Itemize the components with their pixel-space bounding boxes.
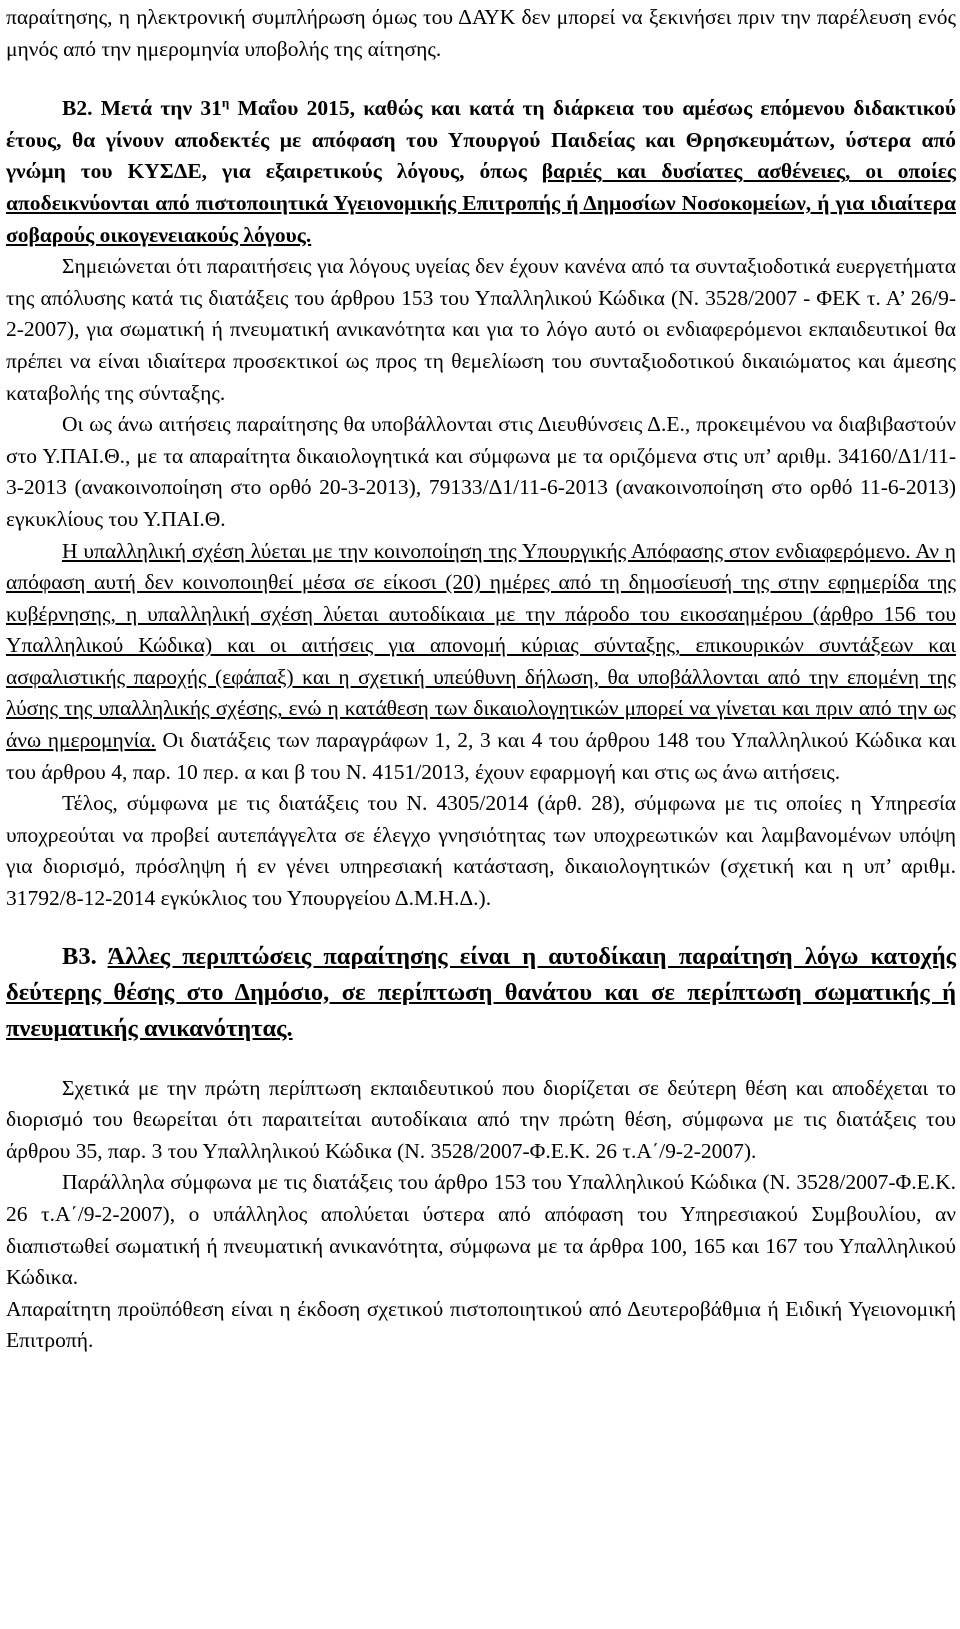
- spacer: [6, 65, 956, 93]
- section-b2-underlined-text: βαριές και δυσίατες ασθένειες, οι οποίες αποδεικνύονται από πιστοποιητικά Υγειονομικής Επιτροπής ή Δημοσίων Νοσοκομείων, ή για ιδιαίτερα σοβαρούς οικογενειακούς λόγους.: [6, 159, 956, 247]
- section-b2-text-a: Μετά την 31: [100, 96, 222, 121]
- spacer: [6, 1047, 956, 1073]
- termination-rest-text: Οι διατάξεις των παραγράφων 1, 2, 3 και 4 του άρθρου 148 του Υπαλληλικού Κώδικα και του άρθρου 4, παρ. 10 περ. α και β του Ν. 4151/2013, έχουν εφαρμογή και στις ως άνω αιτήσεις.: [6, 728, 956, 784]
- paragraph-employment-termination: [6, 536, 956, 789]
- paragraph-health-resignations: Σημειώνεται ότι παραιτήσεις για λόγους υγείας δεν έχουν κανένα από τα συνταξιοδοτικά ευεργετήματα της απόλυσης κατά τις διατάξεις του άρθρου 153 του Υπαλληλικού Κώδικα (Ν. 3528/2007 - ΦΕΚ τ. Α’ 26/9-2-2007), για σωματική ή πνευματική ανικανότητα και για το λόγο αυτό οι ενδιαφερόμενοι εκπαιδευτικοί θα πρέπει να είναι ιδιαίτερα προσεκτικοί ως προς τη θεμελίωση του συνταξιοδοτικού δικαιώματος και άμεσης καταβολής της σύνταξης.: [6, 254, 956, 405]
- paragraph-intro: παραίτησης, η ηλεκτρονική συμπλήρωση όμως του ΔΑΥΚ δεν μπορεί να ξεκινήσει πριν την παρέλευση ενός μηνός από την ημερομηνία υποβολής της αίτησης.: [6, 5, 956, 61]
- section-b3-heading: [6, 939, 956, 1047]
- section-b2-text-b: Μαΐου 2015, καθώς και κατά τη διάρκεια του αμέσως επόμενου διδακτικού έτους, θα γίνουν αποδεκτές με απόφαση του Υπουργού Παιδείας και Θρησκευμάτων, ύστερα από γνώμη του ΚΥΣΔΕ, για εξαιρετικούς λόγους, όπως: [6, 96, 956, 184]
- spacer: [6, 915, 956, 939]
- section-b3-label: Β3.: [62, 942, 97, 970]
- paragraph-second-position: Σχετικά με την πρώτη περίπτωση εκπαιδευτικού που διορίζεται σε δεύτερη θέση και αποδέχεται το διορισμό του θεωρείται ότι παραιτείται αυτοδίκαια από την πρώτη θέση, σύμφωνα με τις διατάξεις του άρθρου 35, παρ. 3 του Υπαλληλικού Κώδικα (Ν. 3528/2007-Φ.Ε.Κ. 26 τ.Α΄/9-2-2007).: [6, 1075, 956, 1163]
- paragraph-authenticity-check: Τέλος, σύμφωνα με τις διατάξεις του Ν. 4305/2014 (άρθ. 28), σύμφωνα με τις οποίες η Υπηρεσία υποχρεούται να προβεί αυτεπάγγελτα σε έλεγχο γνησιότητας των υποχρεωτικών και λαμβανομένων υπόψη για διορισμό, πρόσληψη ή εν γένει υπηρεσιακή κατάσταση, δικαιολογητικών (σχετική και η υπ’ αριθμ. 31792/8-12-2014 εγκύκλιος του Υπουργείου Δ.Μ.Η.Δ.).: [6, 791, 956, 911]
- section-b3-heading-text: Άλλες περιπτώσεις παραίτησης είναι η αυτοδίκαιη παραίτηση λόγω κατοχής δεύτερης θέσης στο Δημόσιο, σε περίπτωση θανάτου και σε περίπτωση σωματικής ή πνευματικής ανικανότητας.: [6, 942, 956, 1042]
- termination-underlined-text: Η υπαλληλική σχέση λύεται με την κοινοποίηση της Υπουργικής Απόφασης στον ενδιαφερόμενο. Αν η απόφαση αυτή δεν κοινοποιηθεί μέσα σε είκοσι (20) ημέρες από τη δημοσίευσή της στην εφημερίδα της κυβέρνησης, η υπαλληλική σχέση λύεται αυτοδίκαια με την πάροδο του εικοσαημέρου (άρθρο 156 του Υπαλληλικού Κώδικα) και οι αιτήσεις για απονομή κύριας σύνταξης, επικουρικών συντάξεων και ασφαλιστικής παροχής (εφάπαξ) και η σχετική υπεύθυνη δήλωση, θα υποβάλλονται από την επομένη της λύσης της υπαλληλικής σχέσης, ενώ η κατάθεση των δικαιολογητικών μπορεί να γίνεται και πριν από την ως άνω ημερομηνία.: [6, 538, 956, 753]
- paragraph-incapacity: Παράλληλα σύμφωνα με τις διατάξεις του άρθρο 153 του Υπαλληλικού Κώδικα (Ν. 3528/2007-Φ.Ε.Κ. 26 τ.Α΄/9-2-2007), ο υπάλληλος απολύεται ύστερα από απόφαση του Υπηρεσιακού Συμβουλίου, αν διαπιστωθεί σωματική ή πνευματική ανικανότητα, σύμφωνα με τα άρθρα 100, 165 και 167 του Υπαλληλικού Κώδικα.: [6, 1170, 956, 1290]
- section-b2-paragraph: [6, 93, 956, 251]
- ordinal-superscript: η: [221, 95, 230, 111]
- paragraph-submission: Οι ως άνω αιτήσεις παραίτησης θα υποβάλλονται στις Διευθύνσεις Δ.Ε., προκειμένου να διαβιβαστούν στο Υ.ΠΑΙ.Θ., με τα απαραίτητα δικαιολογητικά και σύμφωνα με τα οριζόμενα στις υπ’ αριθμ. 34160/Δ1/11-3-2013 (ανακοινοποίηση στο ορθό 20-3-2013), 79133/Δ1/11-6-2013 (ανακοινοποίηση στο ορθό 11-6-2013) εγκυκλίους του Υ.ΠΑΙ.Θ.: [6, 412, 956, 531]
- section-b2-label: Β2.: [62, 96, 93, 121]
- paragraph-prerequisite: Απαραίτητη προϋπόθεση είναι η έκδοση σχετικού πιστοποιητικού από Δευτεροβάθμια ή Ειδική Υγειονομική Επιτροπή.: [6, 1296, 956, 1353]
